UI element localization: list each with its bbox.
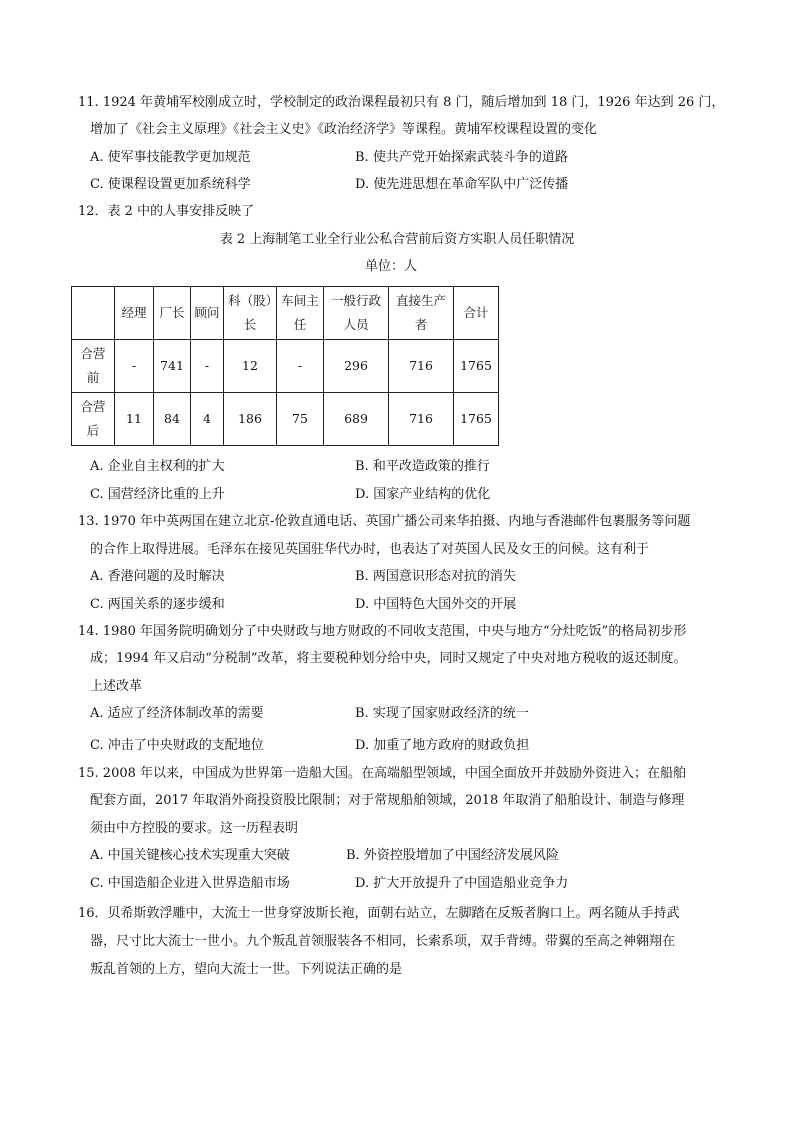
table-header-row [72, 287, 499, 340]
table-row [72, 393, 499, 446]
q14-stem-line3: 上述改革 [90, 679, 143, 694]
q15-stem-line2: 配套方面，2017 年取消外商投资股比限制；对于常规船舶领域，2018 年取消了船舶设计、制造与修理 [90, 793, 685, 808]
table-cell: 716 [389, 393, 454, 446]
header-cell: 科（股）长 [224, 287, 277, 340]
q12-option-a: A. 企业自主权利的扩大 [90, 459, 225, 474]
table-cell: - [115, 340, 154, 393]
header-cell: 直接生产者 [389, 287, 454, 340]
table-cell: 1765 [454, 393, 499, 446]
header-cell: 顾问 [191, 287, 224, 340]
q13-stem-line1: 13. 1970 年中英两国在建立北京-伦敦直通电话、英国广播公司来华拍摄、内地与香港邮件包裹服务等问题 [78, 514, 691, 529]
table-cell: 716 [389, 340, 454, 393]
staff-table [71, 286, 499, 446]
table-unit: 单位：人 [365, 259, 418, 274]
q14-option-d: D. 加重了地方政府的财政负担 [355, 738, 530, 753]
q13-option-d: D. 中国特色大国外交的开展 [355, 597, 517, 612]
table-cell: 11 [115, 393, 154, 446]
q11-option-a: A. 使军事技能教学更加规范 [90, 150, 251, 165]
header-cell: 合计 [454, 287, 499, 340]
table-title: 表 2 上海制笔工业全行业公私合营前后资方实职人员任职情况 [219, 232, 575, 247]
q14-option-b: B. 实现了国家财政经济的统一 [355, 706, 529, 721]
q13-option-b: B. 两国意识形态对抗的消失 [355, 569, 516, 584]
table-cell: - [191, 340, 224, 393]
q13-option-a: A. 香港问题的及时解决 [90, 569, 225, 584]
table-cell: 741 [154, 340, 191, 393]
q12-option-c: C. 国营经济比重的上升 [90, 487, 225, 502]
q14-stem-line2: 成；1994 年又启动“分税制”改革，将主要税种划分给中央，同时又规定了中央对地方税收的返还制度。 [90, 651, 687, 666]
row-label: 合营后 [72, 393, 115, 446]
q15-option-b: B. 外资控股增加了中国经济发展风险 [346, 848, 559, 863]
table-cell: 689 [324, 393, 389, 446]
q14-option-a: A. 适应了经济体制改革的需要 [90, 706, 264, 721]
table-cell: 84 [154, 393, 191, 446]
header-cell: 厂长 [154, 287, 191, 340]
table-row [72, 340, 499, 393]
table-cell: 75 [277, 393, 324, 446]
table-cell: 1765 [454, 340, 499, 393]
header-cell [72, 287, 115, 340]
header-cell: 车间主任 [277, 287, 324, 340]
q11-option-d: D. 使先进思想在革命军队中广泛传播 [355, 177, 569, 192]
q13-stem-line2: 的合作上取得进展。毛泽东在接见英国驻华代办时，也表达了对英国人民及女王的问候。这有利于 [90, 542, 650, 557]
q14-stem-line1: 14. 1980 年国务院明确划分了中央财政与地方财政的不同收支范围，中央与地方“分灶吃饭”的格局初步形 [78, 624, 687, 639]
row-label: 合营前 [72, 340, 115, 393]
header-cell: 一般行政人员 [324, 287, 389, 340]
q15-stem-line3: 须由中方控股的要求。这一历程表明 [90, 821, 299, 836]
header-cell: 经理 [115, 287, 154, 340]
table-cell: 12 [224, 340, 277, 393]
q11-option-c: C. 使课程设置更加系统科学 [90, 177, 251, 192]
table-cell: - [277, 340, 324, 393]
q15-option-c: C. 中国造船企业进入世界造船市场 [90, 876, 290, 891]
q11-stem-line2: 增加了《社会主义原理》《社会主义史》《政治经济学》等课程。黄埔军校课程设置的变化 [90, 122, 598, 137]
q13-option-c: C. 两国关系的逐步缓和 [90, 597, 225, 612]
q11-option-b: B. 使共产党开始探索武装斗争的道路 [355, 150, 568, 165]
q15-option-d: D. 扩大开放提升了中国造船业竞争力 [355, 876, 569, 891]
q16-stem-line1: 16．贝希斯敦浮雕中，大流士一世身穿波斯长袍，面朝右站立，左脚踏在反叛者胸口上。两名随从手持武 [78, 906, 680, 921]
q12-option-d: D. 国家产业结构的优化 [355, 487, 491, 502]
table-cell: 296 [324, 340, 389, 393]
q16-stem-line2: 器，尺寸比大流士一世小。九个叛乱首领服装各不相同，长索系项，双手背缚。带翼的至高之神翱翔在 [90, 934, 676, 949]
q16-stem-line3: 叛乱首领的上方，望向大流士一世。下列说法正确的是 [90, 962, 403, 977]
q11-stem-line1: 11. 1924 年黄埔军校刚成立时，学校制定的政治课程最初只有 8 门，随后增加到 18 门，1926 年达到 26 门， [78, 95, 725, 110]
table-cell: 186 [224, 393, 277, 446]
q12-stem: 12．表 2 中的人事安排反映了 [78, 204, 255, 219]
q15-stem-line1: 15. 2008 年以来，中国成为世界第一造船大国。在高端船型领域，中国全面放开并鼓励外资进入；在船舶 [78, 766, 687, 781]
q14-option-c: C. 冲击了中央财政的支配地位 [90, 738, 264, 753]
q12-option-b: B. 和平改造政策的推行 [355, 459, 490, 474]
q15-option-a: A. 中国关键核心技术实现重大突破 [90, 848, 290, 863]
table-cell: 4 [191, 393, 224, 446]
